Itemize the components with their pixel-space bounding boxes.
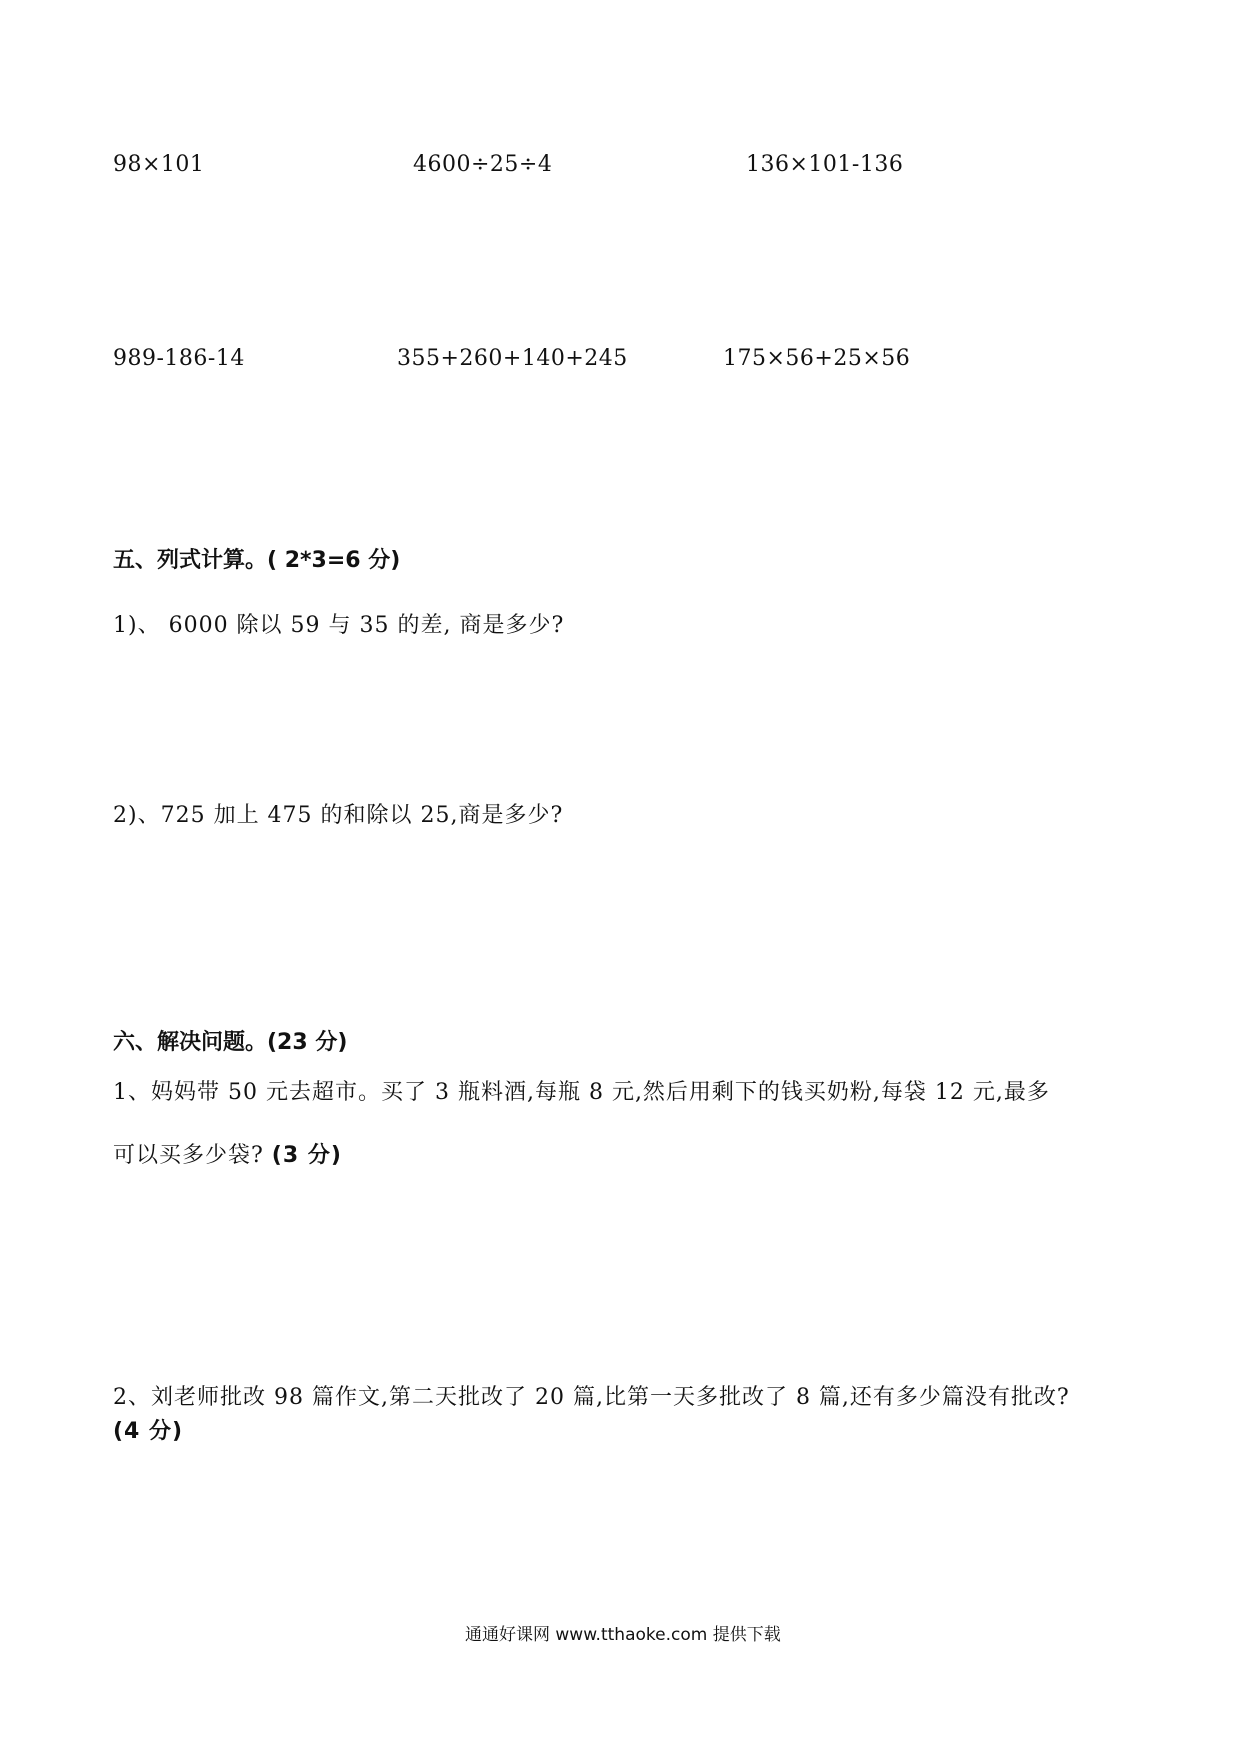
section6-question-1-line2: [113, 1138, 342, 1169]
expression-2: 4600÷25÷4: [413, 152, 553, 177]
question-1-score: (3 分): [271, 1143, 342, 1168]
section6-title: 六、解决问题。(23 分): [113, 1030, 348, 1055]
expression-3: 136×101-136: [746, 152, 904, 177]
expression-6: 175×56+25×56: [723, 346, 911, 371]
section6-question-1-line1: 1、妈妈带 50 元去超市。买了 3 瓶料酒,每瓶 8 元,然后用剩下的钱买奶粉,每袋 12 元,最多: [113, 1080, 1050, 1105]
section5-question-2: 2)、725 加上 475 的和除以 25,商是多少?: [113, 803, 564, 828]
expression-5: 355+260+140+245: [397, 346, 628, 371]
section5-title: 五、列式计算。( 2*3=6 分): [113, 548, 401, 573]
section6-question-2-line1: 2、刘老师批改 98 篇作文,第二天批改了 20 篇,比第一天多批改了 8 篇,还有多少篇没有批改?: [113, 1385, 1070, 1410]
expression-4: 989-186-14: [113, 346, 245, 371]
section6-question-2-score: (4 分): [113, 1419, 184, 1444]
expression-1: 98×101: [113, 152, 205, 177]
section5-question-1: 1)、 6000 除以 59 与 35 的差, 商是多少?: [113, 613, 565, 638]
question-1-text: 可以买多少袋?: [113, 1143, 264, 1168]
footer-source: 通通好课网 www.tthaoke.com 提供下载: [465, 1625, 781, 1645]
